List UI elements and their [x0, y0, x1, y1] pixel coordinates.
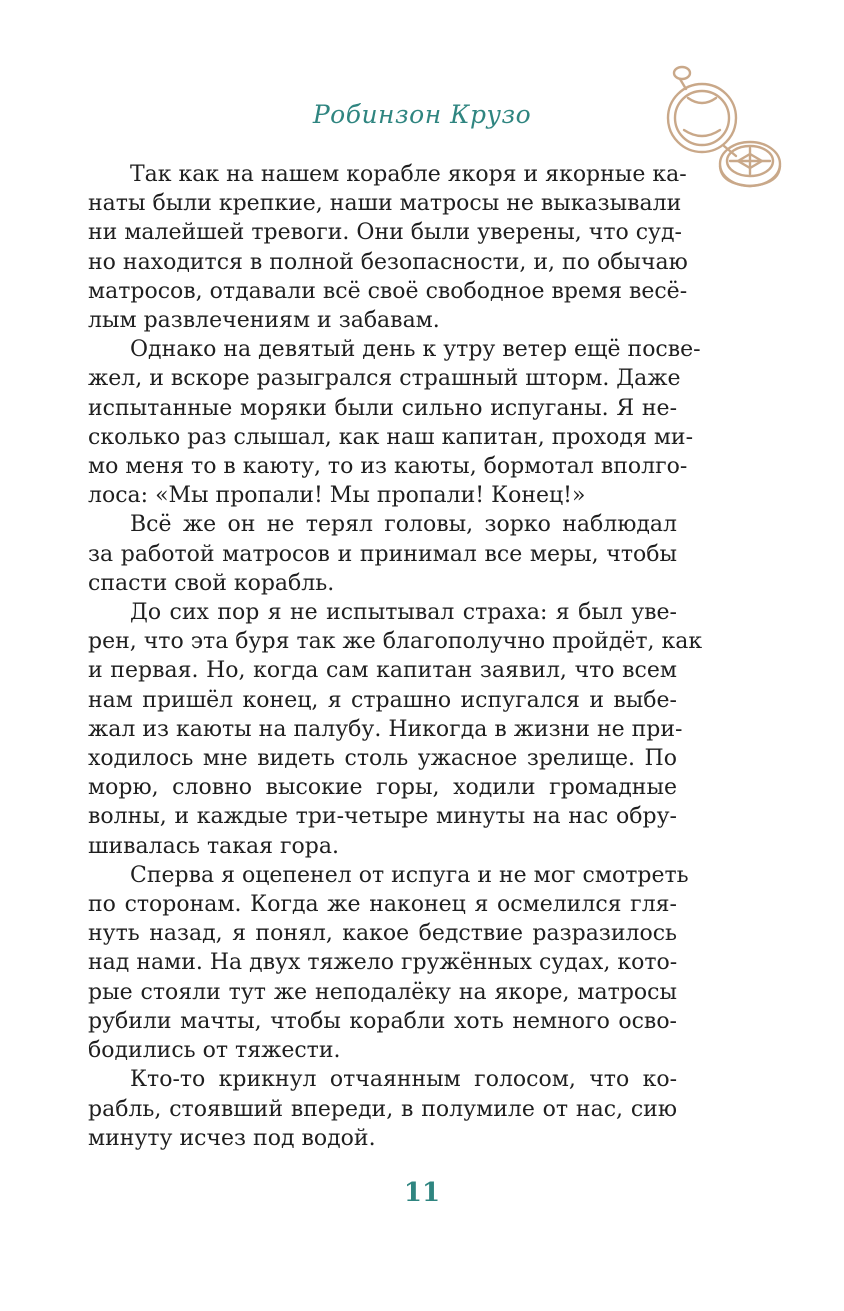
paragraph [88, 861, 689, 1065]
text-line: наты были крепкие, наши матросы не выказывали [88, 191, 682, 217]
text-line: рен, что эта буря так же благополучно пройдёт, как [88, 629, 703, 655]
text-line: мо меня то в каюту, то из каюты, бормотал вполго- [88, 454, 688, 480]
text-line: сколько раз слышал, как наш капитан, проходя ми- [88, 424, 694, 450]
text-line: ходилось мне видеть столь ужасное зрелище. По [88, 746, 677, 772]
text-line: Сперва я оцепенел от испуга и не мог смотреть [130, 862, 689, 888]
text-line: по сторонам. Когда же наконец я осмелился гля- [88, 892, 677, 918]
paragraph [88, 510, 677, 598]
text-line: Так как на нашем корабле якоря и якорные ка- [130, 162, 687, 187]
text-line: рабль, стоявший впереди, в полумиле от нас, сию [88, 1096, 677, 1122]
text-line: минуту исчез под водой. [88, 1125, 376, 1151]
text-line: за работой матросов и принимал все меры, чтобы [88, 541, 677, 567]
text-line: бодились от тяжести. [88, 1038, 341, 1064]
text-line: жал из каюты на палубу. Никогда в жизни не при- [88, 716, 683, 742]
text-line: лым развлечениям и забавам. [88, 308, 440, 334]
text-line: лоса: «Мы пропали! Мы пропали! Конец!» [88, 483, 586, 509]
text-line: рубили мачты, чтобы корабли хоть немного осво- [88, 1008, 677, 1034]
text-line: и первая. Но, когда сам капитан заявил, что всем [88, 658, 677, 684]
running-title: Робинзон Крузо [312, 100, 532, 129]
body-text [88, 160, 703, 1153]
text-line: над нами. На двух тяжело гружённых судах, кото- [88, 950, 678, 976]
paragraph [88, 598, 703, 861]
text-line: волны, и каждые три-четыре минуты на нас обру- [88, 804, 677, 830]
text-line: но находится в полной безопасности, и, по обычаю [88, 249, 688, 275]
text-line: ни малейшей тревоги. Они были уверены, что суд- [88, 220, 682, 246]
paragraph [88, 335, 701, 510]
text-line: До сих пор я не испытывал страха: я был уве- [130, 600, 677, 626]
text-line: нам пришёл конец, я страшно испугался и выбе- [88, 687, 677, 713]
text-line: рые стояли тут же неподалёку на якоре, матросы [88, 979, 677, 1005]
text-line: спасти свой корабль. [88, 570, 335, 596]
text-line: жел, и вскоре разыгрался страшный шторм. Даже [88, 366, 681, 392]
text-line: Однако на девятый день к утру ветер ещё посве- [130, 337, 701, 363]
text-line: морю, словно высокие горы, ходили громадные [88, 775, 677, 801]
paragraph [88, 1065, 677, 1153]
text-line: матросов, отдавали всё своё свободное время весё- [88, 278, 688, 304]
text-line: нуть назад, я понял, какое бедствие разразилось [88, 921, 677, 947]
text-line: шивалась такая гора. [88, 833, 339, 859]
text-line: Кто-то крикнул отчаянным голосом, что ко- [130, 1067, 677, 1093]
paragraph [88, 160, 688, 335]
text-line: Всё же он не терял головы, зорко наблюдал [130, 512, 677, 538]
page-number: 11 [403, 1178, 441, 1208]
text-line: испытанные моряки были сильно испуганы. Я не- [88, 395, 677, 421]
